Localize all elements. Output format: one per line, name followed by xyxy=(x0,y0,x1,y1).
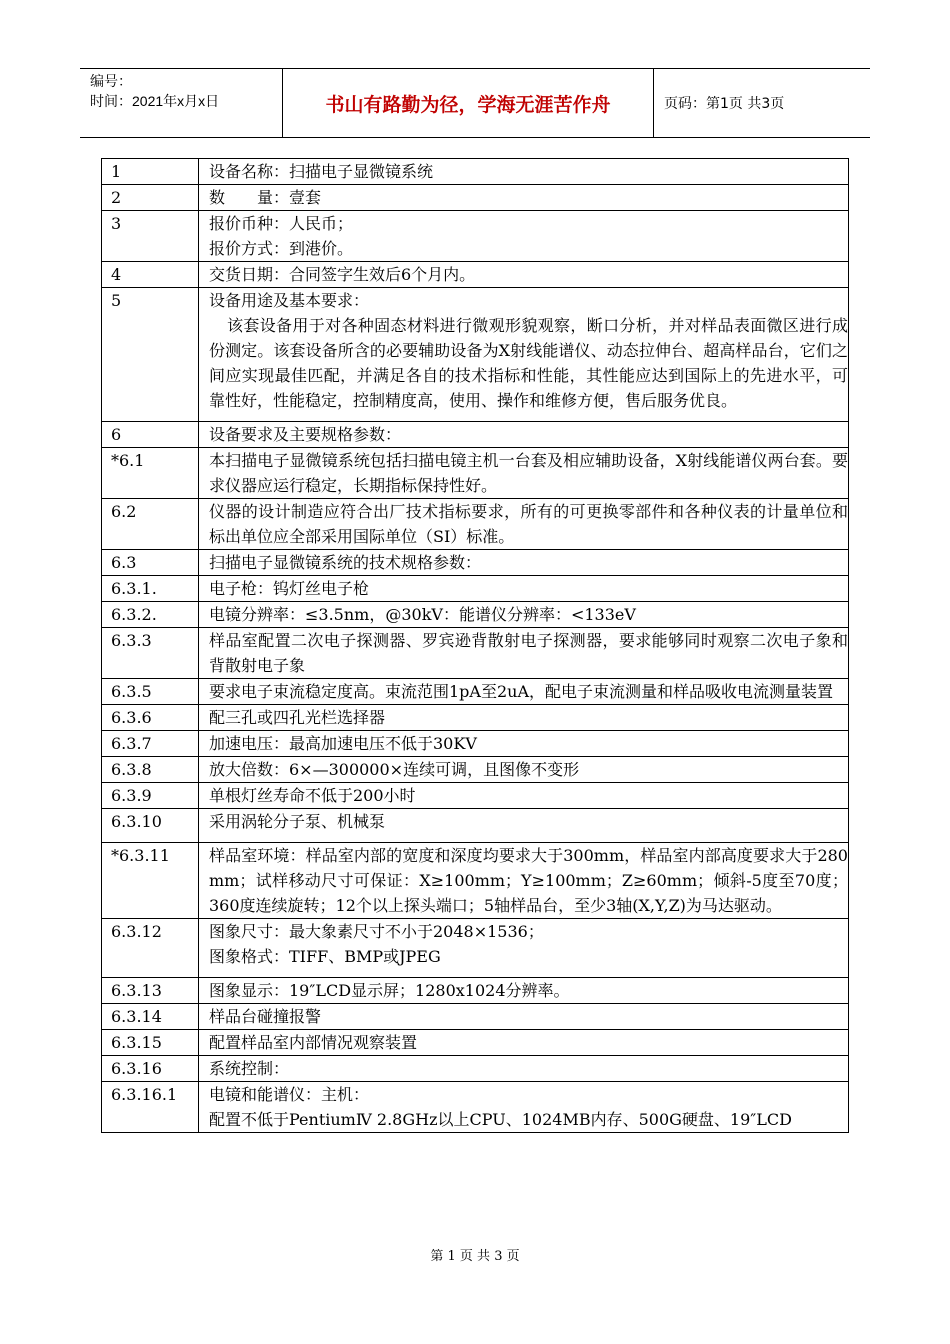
item-number-cell: 3 xyxy=(102,211,199,262)
item-description-cell xyxy=(199,576,849,602)
table-row xyxy=(102,679,849,705)
table-row xyxy=(102,550,849,576)
item-description-cell xyxy=(199,705,849,731)
table-row xyxy=(102,1030,849,1056)
item-text: 样品台碰撞报警 xyxy=(209,1007,322,1026)
item-text: 设备要求及主要规格参数： xyxy=(209,425,402,444)
item-text: 设备用途及基本要求： xyxy=(209,291,370,310)
item-text: 放大倍数：6×—300000×连续可调，且图像不变形 xyxy=(209,760,580,779)
item-number-cell: 2 xyxy=(102,185,199,211)
item-description-cell xyxy=(199,1056,849,1082)
item-description-cell xyxy=(199,978,849,1004)
item-text: 电镜和能谱仪：主机： xyxy=(209,1085,370,1104)
table-row xyxy=(102,978,849,1004)
item-number-cell: 6.3.6 xyxy=(102,705,199,731)
item-number-cell: *6.3.11 xyxy=(102,843,199,919)
item-number-cell: 6.3.13 xyxy=(102,978,199,1004)
table-row xyxy=(102,1004,849,1030)
item-description-cell xyxy=(199,602,849,628)
item-description-cell xyxy=(199,757,849,783)
item-text: 配三孔或四孔光栏选择器 xyxy=(209,708,386,727)
item-text: 报价币种：人民币； xyxy=(209,214,354,233)
item-number-cell: 6.3.14 xyxy=(102,1004,199,1030)
table-row xyxy=(102,783,849,809)
document-number-label: 编号： xyxy=(90,73,132,89)
item-text: 电镜分辨率：≤3.5nm，@30kV：能谱仪分辨率：<133eV xyxy=(209,605,636,624)
item-text: 系统控制： xyxy=(209,1059,290,1078)
item-number-cell: 6.3.8 xyxy=(102,757,199,783)
item-number-cell: 6.3.16.1 xyxy=(102,1082,199,1133)
document-date-label: 时间：2021年x月x日 xyxy=(90,93,220,109)
table-row xyxy=(102,628,849,679)
item-description-cell xyxy=(199,731,849,757)
item-text: 要求电子束流稳定度高。束流范围1pA至2uA，配电子束流测量和样品吸收电流测量装置 xyxy=(209,682,834,701)
item-description-cell xyxy=(199,211,849,262)
item-number-cell: 6 xyxy=(102,422,199,448)
item-description-cell xyxy=(199,628,849,679)
table-row xyxy=(102,705,849,731)
item-text: 本扫描电子显微镜系统包括扫描电镜主机一台套及相应辅助设备，X射线能谱仪两台套。要求仪器应运行稳定，长期指标保持性好。 xyxy=(209,451,848,495)
item-text: 电子枪：钨灯丝电子枪 xyxy=(209,579,370,598)
table-row xyxy=(102,211,849,262)
item-text: 数 量：壹套 xyxy=(209,188,322,207)
item-description-cell xyxy=(199,1004,849,1030)
item-text: 扫描电子显微镜系统的技术规格参数： xyxy=(209,553,482,572)
item-text: 样品室配置二次电子探测器、罗宾逊背散射电子探测器，要求能够同时观察二次电子象和背散射电子象 xyxy=(209,631,848,675)
table-row xyxy=(102,159,849,185)
table-row xyxy=(102,602,849,628)
table-row xyxy=(102,499,849,550)
item-text: 配置不低于PentiumⅣ 2.8GHz以上CPU、1024MB内存、500G硬盘、19″LCD xyxy=(209,1110,792,1129)
item-text: 该套设备用于对各种固态材料进行微观形貌观察，断口分析，并对样品表面微区进行成份测定。该套设备所含的必要辅助设备为X射线能谱仪、动态拉伸台、超高样品台，它们之间应实现最佳匹配，并满足各自的技术指标和性能，其性能应达到国际上的先进水平，可靠性好，性能稳定，控制精度高，使用、操作和维修方便，售后服务优良。 xyxy=(209,316,848,410)
table-row xyxy=(102,919,849,978)
item-description-cell xyxy=(199,1030,849,1056)
item-number-cell: 6.3.12 xyxy=(102,919,199,978)
table-row xyxy=(102,1082,849,1133)
item-text: 仪器的设计制造应符合出厂技术指标要求，所有的可更换零部件和各种仪表的计量单位和标出单位应全部采用国际单位（SI）标准。 xyxy=(209,502,848,546)
item-number-cell: 6.3.9 xyxy=(102,783,199,809)
item-description-cell xyxy=(199,550,849,576)
item-number-cell: *6.1 xyxy=(102,448,199,499)
item-text: 交货日期：合同签字生效后6个月内。 xyxy=(209,265,476,284)
item-number-cell: 6.3.7 xyxy=(102,731,199,757)
table-row xyxy=(102,731,849,757)
table-row xyxy=(102,809,849,843)
item-description-cell xyxy=(199,185,849,211)
item-text: 设备名称：扫描电子显微镜系统 xyxy=(209,162,434,181)
item-number-cell: 4 xyxy=(102,262,199,288)
header-motto: 书山有路勤为径，学海无涯苦作舟 xyxy=(282,69,654,137)
item-text: 图象格式：TIFF、BMP或JPEG xyxy=(209,947,441,966)
item-description-cell xyxy=(199,679,849,705)
item-number-cell: 6.3.1. xyxy=(102,576,199,602)
item-number-cell: 6.3.10 xyxy=(102,809,199,843)
table-row xyxy=(102,1056,849,1082)
item-text: 报价方式：到港价。 xyxy=(209,239,354,258)
header-page-number: 页码：第1页 共3页 xyxy=(664,96,785,112)
item-description-cell xyxy=(199,262,849,288)
page-header xyxy=(80,68,870,138)
table-row xyxy=(102,448,849,499)
item-description-cell xyxy=(199,499,849,550)
item-number-cell: 6.3.15 xyxy=(102,1030,199,1056)
header-meta xyxy=(80,69,282,137)
item-description-cell xyxy=(199,159,849,185)
specification-table xyxy=(101,158,849,1133)
item-text: 加速电压：最高加速电压不低于30KV xyxy=(209,734,477,753)
item-text: 样品室环境：样品室内部的宽度和深度均要求大于300mm，样品室内部高度要求大于280mm；试样移动尺寸可保证：X≥100mm；Y≥100mm；Z≥60mm；倾斜-5度至70度；360度连续旋转；12个以上探头端口；5轴样品台，至少3轴(X,Y,Z)为马达驱动。 xyxy=(209,846,848,915)
item-description-cell xyxy=(199,422,849,448)
item-text: 采用涡轮分子泵、机械泵 xyxy=(209,812,386,831)
item-description-cell xyxy=(199,919,849,978)
item-number-cell: 6.3.2. xyxy=(102,602,199,628)
table-row xyxy=(102,288,849,422)
table-row xyxy=(102,262,849,288)
item-description-cell xyxy=(199,288,849,422)
item-number-cell: 1 xyxy=(102,159,199,185)
item-description-cell xyxy=(199,783,849,809)
item-number-cell: 6.2 xyxy=(102,499,199,550)
item-description-cell xyxy=(199,809,849,843)
item-description-cell xyxy=(199,843,849,919)
table-row xyxy=(102,185,849,211)
item-number-cell: 6.3.5 xyxy=(102,679,199,705)
item-text: 配置样品室内部情况观察装置 xyxy=(209,1033,418,1052)
item-text: 单根灯丝寿命不低于200小时 xyxy=(209,786,416,805)
table-row xyxy=(102,576,849,602)
item-number-cell: 6.3.3 xyxy=(102,628,199,679)
item-number-cell: 6.3 xyxy=(102,550,199,576)
item-text: 图象显示：19″LCD显示屏；1280x1024分辨率。 xyxy=(209,981,570,1000)
item-number-cell: 5 xyxy=(102,288,199,422)
item-description-cell xyxy=(199,1082,849,1133)
item-description-cell xyxy=(199,448,849,499)
table-row xyxy=(102,843,849,919)
table-row xyxy=(102,422,849,448)
item-number-cell: 6.3.16 xyxy=(102,1056,199,1082)
table-row xyxy=(102,757,849,783)
item-text: 图象尺寸：最大象素尺寸不小于2048×1536； xyxy=(209,922,544,941)
page-footer: 第 1 页 共 3 页 xyxy=(430,1249,520,1264)
